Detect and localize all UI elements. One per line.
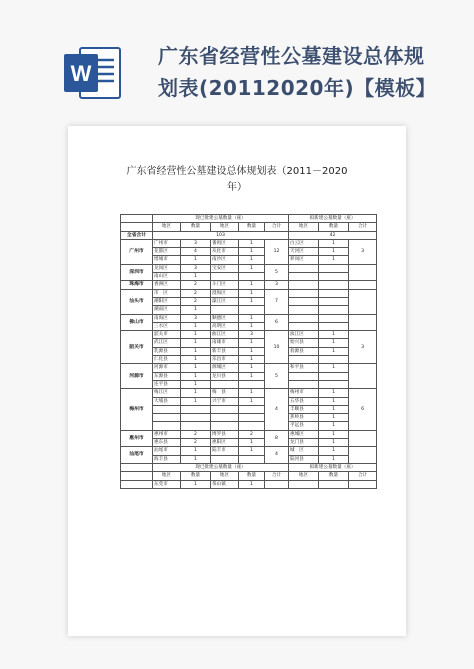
table-cell: 1 <box>239 314 265 322</box>
table-cell <box>239 455 265 463</box>
table-row <box>121 480 377 488</box>
table-row <box>121 356 377 364</box>
table-cell: 1 <box>239 480 265 488</box>
table-row <box>121 314 377 322</box>
table-cell <box>211 273 239 281</box>
subtotal-cell: 5 <box>265 364 289 389</box>
table-cell: 梅州市 <box>289 389 319 397</box>
table-cell: 2 <box>181 430 211 438</box>
column-header: 数量 <box>181 223 211 231</box>
subtotal-cell: 4 <box>265 447 289 464</box>
total-label: 全省合计 <box>121 231 153 239</box>
table-cell: 连平县 <box>153 380 181 388</box>
title-line-1: 广东省经营性公墓建设总体规 <box>158 44 425 68</box>
table-cell <box>265 480 289 488</box>
column-header: 数量 <box>319 223 349 231</box>
table-cell: 1 <box>239 364 265 372</box>
table-cell <box>289 289 319 297</box>
table-cell: 1 <box>319 455 349 463</box>
subtotal-cell: 7 <box>265 289 289 314</box>
table-cell: 和平县 <box>289 364 319 372</box>
table-cell: 1 <box>319 405 349 413</box>
table-cell: 武江区 <box>153 339 181 347</box>
table-cell: 1 <box>239 239 265 247</box>
table-cell: 惠阳区 <box>211 439 239 447</box>
table-row <box>121 248 377 256</box>
cemetery-table <box>120 214 377 489</box>
table-cell <box>289 356 319 364</box>
table-cell: 萝岗区 <box>289 256 319 264</box>
table-cell: 蕉岭县 <box>289 414 319 422</box>
table-cell <box>211 414 239 422</box>
table-cell: 1 <box>239 389 265 397</box>
column-header: 地区 <box>211 223 239 231</box>
table-cell: 1 <box>181 306 211 314</box>
table-cell <box>239 422 265 430</box>
column-header: 地区 <box>289 223 319 231</box>
column-header: 地区 <box>211 472 239 480</box>
city-name: 深圳市 <box>121 264 153 281</box>
table-row <box>121 331 377 339</box>
table-cell: 1 <box>181 480 211 488</box>
column-header: 数量 <box>239 472 265 480</box>
subtotal-cell: 3 <box>265 281 289 289</box>
table-cell: 3 <box>181 239 211 247</box>
table-cell <box>319 322 349 330</box>
table-cell <box>121 480 153 488</box>
subtotal-cell: 6 <box>349 389 377 430</box>
subtotal-cell <box>349 430 377 447</box>
table-cell: 梅 县 <box>211 389 239 397</box>
subtotal-cell: 12 <box>265 239 289 264</box>
table-cell: 花都区 <box>153 248 181 256</box>
table-cell <box>319 372 349 380</box>
document-preview[interactable] <box>68 126 406 636</box>
column-header: 地区 <box>153 223 181 231</box>
table-cell <box>289 314 319 322</box>
table-row <box>121 414 377 422</box>
table-row <box>121 389 377 397</box>
table-cell <box>121 215 153 223</box>
column-header: 合计 <box>265 472 289 480</box>
table-cell: 1 <box>319 248 349 256</box>
table-header-row <box>121 463 377 471</box>
total-planned: 42 <box>289 231 377 239</box>
column-header: 合计 <box>349 223 377 231</box>
table-cell: 1 <box>319 397 349 405</box>
table-cell <box>319 306 349 314</box>
table-row <box>121 306 377 314</box>
table-cell: 宝安区 <box>211 264 239 272</box>
city-name: 韶关市 <box>121 331 153 364</box>
table-cell: 韶关市 <box>153 331 181 339</box>
table-cell: 白云区 <box>289 239 319 247</box>
table-cell <box>289 372 319 380</box>
table-cell <box>239 380 265 388</box>
table-cell: 1 <box>239 297 265 305</box>
table-cell: 东源县 <box>153 372 181 380</box>
column-header: 地区 <box>153 472 181 480</box>
svg-text:W: W <box>70 61 92 86</box>
table-cell: 乐昌市 <box>211 356 239 364</box>
subtotal-cell <box>349 447 377 464</box>
table-cell <box>239 273 265 281</box>
table-cell <box>121 223 153 231</box>
city-name: 河源市 <box>121 364 153 389</box>
table-row <box>121 297 377 305</box>
table-cell <box>181 405 211 413</box>
document-title <box>68 164 406 196</box>
table-cell: 濠江区 <box>211 297 239 305</box>
table-cell: 河源市 <box>153 364 181 372</box>
table-cell: 斗门区 <box>211 281 239 289</box>
table-cell: 1 <box>239 447 265 455</box>
table-cell <box>319 314 349 322</box>
total-existing: 103 <box>153 231 289 239</box>
table-cell: 1 <box>239 256 265 264</box>
table-cell <box>289 297 319 305</box>
table-cell: 1 <box>239 372 265 380</box>
city-name: 惠州市 <box>121 430 153 447</box>
table-cell: 1 <box>239 397 265 405</box>
table-row <box>121 347 377 355</box>
table-cell: 大埔县 <box>153 397 181 405</box>
city-name: 汕头市 <box>121 289 153 314</box>
table-cell: 潮阳区 <box>153 297 181 305</box>
city-name: 广州市 <box>121 239 153 264</box>
table-cell: 1 <box>319 430 349 438</box>
table-cell <box>289 306 319 314</box>
table-cell: 3 <box>239 331 265 339</box>
table-cell: 南山区 <box>153 273 181 281</box>
table-row <box>121 372 377 380</box>
table-cell: 4 <box>181 248 211 256</box>
column-header: 地区 <box>289 472 319 480</box>
table-cell: 1 <box>319 239 349 247</box>
column-header: 数量 <box>319 472 349 480</box>
table-cell <box>239 414 265 422</box>
table-cell: 1 <box>181 347 211 355</box>
table-cell: 浈江区 <box>289 331 319 339</box>
table-cell: 3 <box>181 264 211 272</box>
column-header: 数量 <box>181 472 211 480</box>
table-row <box>121 364 377 372</box>
table-cell: 曲江区 <box>211 331 239 339</box>
table-cell: 番禺区 <box>211 239 239 247</box>
table-cell <box>319 356 349 364</box>
table-cell: 1 <box>239 289 265 297</box>
document-title-line-1: 广东省经营性公墓建设总体规划表（2011－2020 <box>126 166 348 177</box>
table-cell: 南雄市 <box>211 339 239 347</box>
table-cell: 1 <box>181 256 211 264</box>
table-cell: 高明区 <box>211 322 239 330</box>
table-cell: 2 <box>181 297 211 305</box>
table-cell: 平远县 <box>289 422 319 430</box>
table-cell <box>289 273 319 281</box>
subtotal-cell: 5 <box>265 264 289 281</box>
header-existing: 现已批建公墓数量（座） <box>153 215 289 223</box>
city-name: 佛山市 <box>121 314 153 331</box>
table-cell: 1 <box>181 364 211 372</box>
table-cell: 三水区 <box>153 322 181 330</box>
table-cell <box>319 264 349 272</box>
table-cell: 1 <box>181 447 211 455</box>
table-cell: 顺德区 <box>211 314 239 322</box>
table-row <box>121 289 377 297</box>
table-cell: 1 <box>181 273 211 281</box>
table-cell: 1 <box>319 331 349 339</box>
table-cell: 仁化县 <box>153 356 181 364</box>
subtotal-cell: 4 <box>265 389 289 430</box>
table-row <box>121 264 377 272</box>
table-cell: 增城市 <box>153 256 181 264</box>
table-cell: 1 <box>239 439 265 447</box>
table-cell: 龙川县 <box>211 372 239 380</box>
column-header: 数量 <box>239 223 265 231</box>
header-existing: 现已批建公墓数量（座） <box>153 463 289 471</box>
table-cell: 兴宁市 <box>211 397 239 405</box>
table-cell: 1 <box>181 389 211 397</box>
subtotal-cell <box>349 264 377 281</box>
table-cell: 2 <box>239 430 265 438</box>
table-row <box>121 422 377 430</box>
table-header-row <box>121 472 377 480</box>
table-cell: 1 <box>239 356 265 364</box>
table-cell <box>319 289 349 297</box>
table-cell <box>289 480 319 488</box>
city-name: 珠海市 <box>121 281 153 289</box>
table-cell: 潮南区 <box>153 306 181 314</box>
word-icon <box>62 42 124 104</box>
table-cell <box>319 480 349 488</box>
table-cell: 1 <box>319 414 349 422</box>
table-cell: 1 <box>239 339 265 347</box>
header-planned: 拟新建公墓数量（座） <box>289 463 377 471</box>
table-row <box>121 322 377 330</box>
table-row <box>121 397 377 405</box>
table-cell: 1 <box>319 447 349 455</box>
table-cell <box>153 414 181 422</box>
table-row <box>121 339 377 347</box>
table-cell: 翁源县 <box>289 347 319 355</box>
table-cell: 汕尾市 <box>153 447 181 455</box>
table-cell <box>181 414 211 422</box>
table-cell: 1 <box>319 347 349 355</box>
table-row <box>121 380 377 388</box>
header-planned: 拟新建公墓数量（座） <box>289 215 377 223</box>
table-cell <box>319 297 349 305</box>
table-cell: 1 <box>319 364 349 372</box>
table-row <box>121 447 377 455</box>
table-cell: 海丰县 <box>153 455 181 463</box>
table-cell: 源城区 <box>211 364 239 372</box>
table-cell: 五华县 <box>289 397 319 405</box>
table-cell: 陆河县 <box>289 455 319 463</box>
table-cell <box>121 472 153 480</box>
table-cell: 乳源县 <box>153 347 181 355</box>
subtotal-cell: 10 <box>265 331 289 364</box>
table-cell: 1 <box>319 339 349 347</box>
table-cell: 从化市 <box>211 248 239 256</box>
table-cell: 惠州市 <box>153 430 181 438</box>
table-row <box>121 439 377 447</box>
table-cell: 1 <box>181 356 211 364</box>
subtotal-cell: 8 <box>265 430 289 447</box>
table-cell: 龙门县 <box>289 439 319 447</box>
table-cell <box>239 405 265 413</box>
table-cell <box>289 380 319 388</box>
table-cell: 丰顺县 <box>289 405 319 413</box>
table-cell <box>211 306 239 314</box>
table-cell <box>319 273 349 281</box>
city-name: 梅州市 <box>121 389 153 430</box>
table-cell: 南沙区 <box>211 256 239 264</box>
table-cell <box>181 422 211 430</box>
table-cell: 3 <box>181 314 211 322</box>
table-cell: 1 <box>319 439 349 447</box>
table-cell <box>153 422 181 430</box>
table-cell: 新丰县 <box>211 347 239 355</box>
table-cell <box>211 455 239 463</box>
total-row <box>121 231 377 239</box>
subtotal-cell: 3 <box>349 331 377 364</box>
table-cell: 2 <box>181 281 211 289</box>
table-cell: 陆丰市 <box>211 447 239 455</box>
table-cell: 1 <box>181 397 211 405</box>
table-row <box>121 256 377 264</box>
table-cell <box>153 405 181 413</box>
table-cell: 南海区 <box>153 314 181 322</box>
table-cell: 梅江区 <box>153 389 181 397</box>
table-cell: 1 <box>181 455 211 463</box>
table-cell: 1 <box>181 322 211 330</box>
table-cell: 1 <box>181 331 211 339</box>
table-cell: 城 区 <box>289 447 319 455</box>
table-cell: 香洲区 <box>153 281 181 289</box>
table-cell: 1 <box>181 339 211 347</box>
table-cell: 2 <box>181 439 211 447</box>
subtotal-cell <box>349 314 377 331</box>
subtotal-cell <box>349 364 377 389</box>
table-cell: 1 <box>239 281 265 289</box>
plan-table <box>120 214 376 489</box>
table-cell <box>211 380 239 388</box>
subtotal-cell: 6 <box>265 314 289 331</box>
table-cell <box>319 281 349 289</box>
table-cell: 1 <box>319 389 349 397</box>
table-cell: 1 <box>239 322 265 330</box>
table-cell: 1 <box>181 372 211 380</box>
table-cell: 1 <box>239 347 265 355</box>
table-cell: 2 <box>181 289 211 297</box>
table-row <box>121 455 377 463</box>
table-cell: 始兴县 <box>289 339 319 347</box>
column-header: 合计 <box>265 223 289 231</box>
city-name: 汕尾市 <box>121 447 153 464</box>
subtotal-cell: 3 <box>349 239 377 264</box>
table-cell <box>121 463 153 471</box>
table-cell <box>349 480 377 488</box>
table-cell: 1 <box>319 256 349 264</box>
table-cell: 1 <box>239 264 265 272</box>
table-cell <box>211 422 239 430</box>
table-row <box>121 405 377 413</box>
table-cell: 市 区 <box>153 289 181 297</box>
table-row <box>121 281 377 289</box>
subtotal-cell <box>349 289 377 314</box>
column-header: 合计 <box>349 472 377 480</box>
table-row <box>121 239 377 247</box>
table-cell <box>289 264 319 272</box>
table-cell: 天河区 <box>289 248 319 256</box>
table-cell <box>211 405 239 413</box>
table-cell <box>319 380 349 388</box>
page-title <box>158 40 458 104</box>
table-row <box>121 273 377 281</box>
table-cell: 博罗县 <box>211 430 239 438</box>
table-cell: 1 <box>181 380 211 388</box>
subtotal-cell <box>349 281 377 289</box>
table-cell <box>289 281 319 289</box>
table-row <box>121 430 377 438</box>
title-line-2: 划表(20112020年)【模板】 <box>158 76 437 100</box>
table-cell: 广州市 <box>153 239 181 247</box>
table-header-row <box>121 223 377 231</box>
table-cell: 澄海区 <box>211 289 239 297</box>
table-cell <box>289 322 319 330</box>
table-cell: 茶山镇 <box>211 480 239 488</box>
table-header-row <box>121 215 377 223</box>
table-cell: 惠城区 <box>289 430 319 438</box>
document-title-line-2: 年） <box>227 182 247 193</box>
table-cell: 东莞市 <box>153 480 181 488</box>
table-cell: 1 <box>239 248 265 256</box>
table-cell: 龙岗区 <box>153 264 181 272</box>
table-cell <box>239 306 265 314</box>
table-cell: 1 <box>319 422 349 430</box>
table-cell: 惠东县 <box>153 439 181 447</box>
